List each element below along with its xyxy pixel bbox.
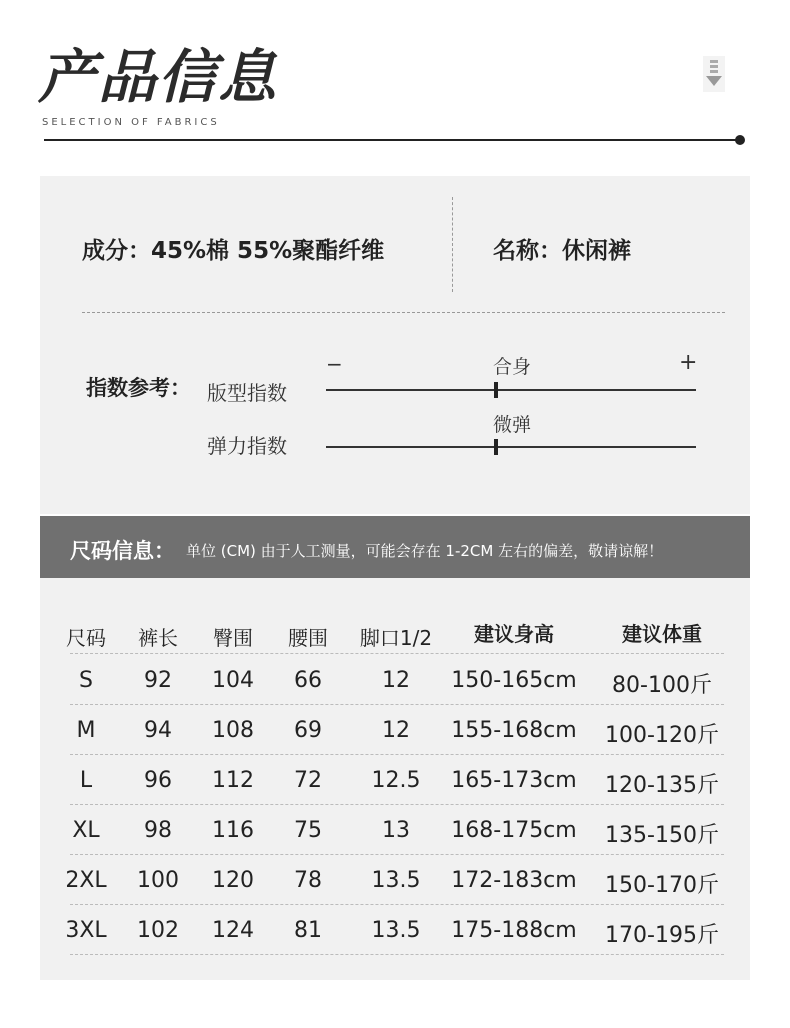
table-cell: 100 — [137, 868, 179, 893]
table-cell: L — [79, 768, 93, 793]
table-cell: 135-150斤 — [605, 823, 719, 848]
table-cell: 13.5 — [371, 868, 421, 893]
table-cell: 94 — [144, 718, 172, 743]
size-info-title: 尺码信息： — [70, 539, 175, 563]
scroll-down-icon — [703, 56, 725, 92]
header-divider-dot — [735, 135, 745, 145]
table-header-cell: 脚口1/2 — [359, 626, 433, 650]
table-row-divider — [70, 754, 724, 755]
table-row-divider — [70, 804, 724, 805]
index-label: 指数参考： — [86, 376, 191, 400]
table-cell: 81 — [294, 918, 322, 943]
table-header-cell: 裤长 — [138, 626, 178, 650]
scale-minus-label: − — [326, 352, 343, 376]
elastic-index-label: 弹力指数 — [207, 434, 287, 458]
table-cell: 116 — [212, 818, 254, 843]
page-subtitle: SELECTION OF FABRICS — [42, 117, 220, 128]
fit-index-scale — [326, 389, 696, 391]
table-row-divider — [70, 904, 724, 905]
table-cell: XL — [72, 818, 100, 843]
table-cell: 108 — [212, 718, 254, 743]
table-cell: 96 — [144, 768, 172, 793]
table-cell: 170-195斤 — [605, 923, 719, 948]
table-cell: 155-168cm — [451, 718, 577, 743]
table-cell: 172-183cm — [451, 868, 577, 893]
elastic-index-scale — [326, 446, 696, 448]
table-cell: 150-170斤 — [605, 873, 719, 898]
table-cell: 69 — [294, 718, 322, 743]
elastic-index-marker — [494, 439, 498, 455]
table-header-cell: 臀围 — [213, 626, 253, 650]
table-cell: 13.5 — [371, 918, 421, 943]
table-cell: S — [79, 668, 93, 693]
table-cell: 80-100斤 — [612, 673, 712, 698]
table-cell: 168-175cm — [451, 818, 577, 843]
table-header-cell: 建议体重 — [622, 622, 702, 646]
table-cell: 120-135斤 — [605, 773, 719, 798]
info-vertical-divider — [452, 197, 453, 292]
header-divider — [44, 139, 739, 141]
table-cell: 98 — [144, 818, 172, 843]
table-cell: 78 — [294, 868, 322, 893]
page-title: 产品信息 — [38, 43, 279, 111]
table-cell: 124 — [212, 918, 254, 943]
table-row-divider — [70, 954, 724, 955]
table-row-divider — [70, 653, 724, 654]
table-cell: M — [76, 718, 96, 743]
table-cell: 72 — [294, 768, 322, 793]
table-cell: 3XL — [65, 918, 107, 943]
table-cell: 100-120斤 — [605, 723, 719, 748]
table-cell: 150-165cm — [451, 668, 577, 693]
scale-plus-label: + — [679, 350, 698, 375]
table-cell: 165-173cm — [451, 768, 577, 793]
fit-index-value: 合身 — [493, 356, 532, 378]
table-cell: 12 — [382, 668, 410, 693]
fit-index-label: 版型指数 — [207, 381, 287, 405]
table-header-cell: 建议身高 — [474, 622, 554, 646]
info-horizontal-divider — [82, 312, 725, 313]
table-header-cell: 腰围 — [288, 626, 328, 650]
table-cell: 104 — [212, 668, 254, 693]
table-cell: 2XL — [65, 868, 107, 893]
table-row-divider — [70, 704, 724, 705]
table-cell: 92 — [144, 668, 172, 693]
table-cell: 12.5 — [371, 768, 421, 793]
info-panel — [40, 176, 750, 514]
composition-text: 成分：45%棉 55%聚酯纤维 — [82, 238, 385, 264]
table-cell: 175-188cm — [451, 918, 577, 943]
fit-index-marker — [494, 382, 498, 398]
table-cell: 66 — [294, 668, 322, 693]
table-header-cell: 尺码 — [66, 626, 106, 650]
table-cell: 102 — [137, 918, 179, 943]
table-cell: 112 — [212, 768, 254, 793]
table-cell: 75 — [294, 818, 322, 843]
table-cell: 13 — [382, 818, 410, 843]
table-cell: 120 — [212, 868, 254, 893]
size-info-note: 单位 (CM) 由于人工测量，可能会存在 1-2CM 左右的偏差，敬请谅解！ — [186, 542, 664, 560]
product-name-text: 名称：休闲裤 — [493, 238, 631, 264]
table-cell: 12 — [382, 718, 410, 743]
elastic-index-value: 微弹 — [493, 414, 532, 436]
table-row-divider — [70, 854, 724, 855]
